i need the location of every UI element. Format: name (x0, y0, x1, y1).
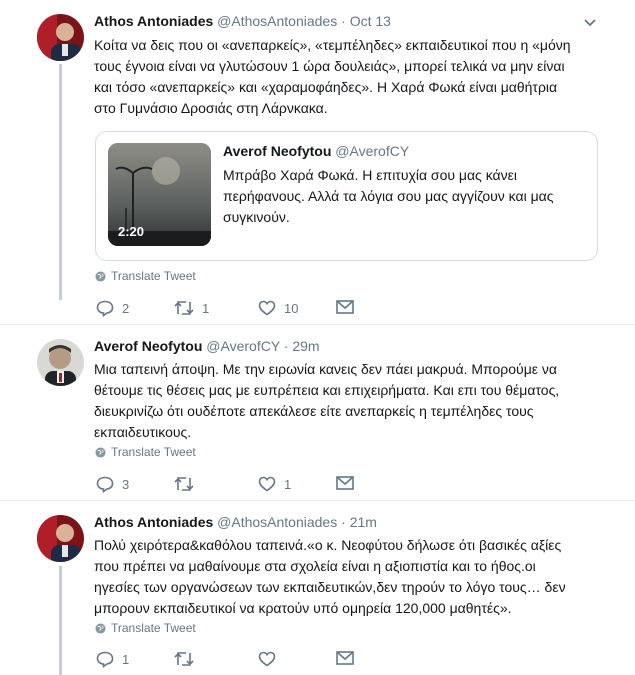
reply-icon (96, 300, 114, 317)
tweet[interactable] (0, 0, 635, 322)
quoted-tweet[interactable] (95, 131, 598, 261)
tweet-text-line: τους έγνοια είναι να γλυτώσουν 1 ώρα δουλειάς», μπορεί τελικά να μην είναι (94, 58, 565, 74)
quoted-tweet-text (223, 165, 578, 228)
translate-label: Translate Tweet (111, 621, 196, 635)
reply-button[interactable] (96, 300, 129, 317)
separator-dot: · (283, 338, 289, 354)
tweet[interactable] (0, 325, 635, 497)
tweet-actions (96, 476, 376, 496)
author-name[interactable]: Athos Antoniades (94, 514, 214, 530)
like-button[interactable] (258, 300, 298, 316)
separator-dot: · (341, 13, 346, 29)
quoted-text-line: Μπράβο Χαρά Φωκά. Η επιτυχία σου μας κάνει (223, 167, 517, 183)
heart-icon (258, 651, 276, 667)
like-button[interactable] (258, 476, 291, 492)
direct-message-button[interactable] (336, 300, 354, 314)
reply-count: 3 (122, 477, 130, 492)
timestamp[interactable]: Oct 13 (349, 13, 391, 29)
retweet-button[interactable] (174, 651, 202, 667)
globe-icon (95, 623, 106, 634)
tweet-text-line: διευκρινίζω ότι ουδέποτε απεκάλεσε είτε ανεπαρκείς η τεμπέληδες τους (94, 403, 534, 419)
tweet-text (94, 535, 604, 619)
video-thumbnail[interactable] (108, 143, 211, 246)
envelope-icon (336, 300, 354, 314)
tweet-text-line: Κοίτα να δεις που οι «ανεπαρκείς», «τεμπέληδες» εκπαιδευτικοί που η «μόνη (94, 37, 571, 53)
tweet-text-line: μπορουν εκπαιδευτικοί να κρατούν υπό ομηρεία 120,000 μαθητές». (94, 600, 512, 616)
heart-icon (258, 476, 276, 492)
tweet-text-line: εκπαιδευτικους. (94, 424, 192, 440)
tweet-actions (96, 300, 376, 320)
quoted-author-handle: @AverofCY (335, 143, 410, 159)
reply-icon (96, 476, 114, 493)
retweet-button[interactable] (174, 300, 209, 316)
reply-button[interactable] (96, 476, 129, 493)
translate-tweet-link[interactable] (95, 269, 196, 283)
tweet-text (94, 35, 604, 119)
retweet-icon (174, 651, 194, 667)
video-duration: 2:20 (118, 224, 145, 239)
globe-icon (95, 271, 106, 282)
author-handle[interactable]: @AthosAntoniades (217, 514, 338, 530)
reply-count: 1 (122, 652, 130, 667)
quoted-text-line: συγκινούν. (223, 209, 290, 225)
timestamp[interactable]: 21m (349, 514, 377, 530)
tweet-text-line: Μια ταπεινή άποψη. Με την ειρωνία κανεις δεν πάει μακρυά. Μπορούμε να (94, 361, 557, 377)
tweet-text (94, 359, 604, 443)
like-count: 1 (284, 476, 292, 492)
tweet-text-line: Πολύ χειρότερα&καθόλου ταπεινά.«ο κ. Νεοφύτου δήλωσε ότι βασικές αξίες (94, 537, 562, 553)
heart-icon (258, 300, 276, 316)
envelope-icon (336, 651, 354, 665)
reply-icon (96, 651, 114, 668)
retweet-icon (174, 300, 194, 316)
retweet-icon (174, 476, 194, 492)
author-handle[interactable]: @AthosAntoniades (217, 13, 338, 29)
author-name[interactable]: Averof Neofytou (94, 338, 203, 354)
author-handle[interactable]: @AverofCY (206, 338, 280, 354)
chevron-down-icon[interactable] (583, 18, 597, 28)
separator-dot: · (341, 514, 346, 530)
translate-label: Translate Tweet (111, 269, 196, 283)
like-count: 10 (284, 300, 299, 316)
reply-button[interactable] (96, 651, 129, 668)
direct-message-button[interactable] (336, 476, 354, 490)
translate-tweet-link[interactable] (95, 445, 196, 459)
author-name[interactable]: Athos Antoniades (94, 13, 214, 29)
avatar[interactable] (37, 339, 84, 386)
quoted-text-line: περήφανους. Αλλά τα λόγια σου μας αγγίζουν και μας (223, 188, 554, 204)
reply-count: 2 (122, 301, 130, 316)
tweet-text-line: ηγεσίες των οργανώσεων των εκπαιδευτικών,δεν τηρούν το λόγο τους… δεν (94, 579, 566, 595)
avatar[interactable] (37, 14, 84, 61)
like-button[interactable] (258, 651, 284, 667)
tweet-text-line: και τόσο «ανεπαρκείς» και «χαραμοφάηδες». Η Χαρά Φωκά είναι μαθήτρια (94, 79, 558, 95)
quoted-author-name: Averof Neofytou (223, 143, 332, 159)
timestamp[interactable]: 29m (292, 338, 320, 354)
tweet[interactable] (0, 501, 635, 675)
direct-message-button[interactable] (336, 651, 354, 665)
envelope-icon (336, 476, 354, 490)
avatar[interactable] (37, 515, 84, 562)
tweet-text-line: στο Γυμνάσιο Δροσιάς στη Λάρνκακα. (94, 100, 328, 116)
translate-tweet-link[interactable] (95, 621, 196, 635)
translate-label: Translate Tweet (111, 445, 196, 459)
retweet-button[interactable] (174, 476, 202, 492)
retweet-count: 1 (202, 300, 210, 316)
tweet-text-line: θέτουμε τις θέσεις μας με ευπρέπεια και επιχειρήματα. Και επι του θέματος, (94, 382, 560, 398)
globe-icon (95, 447, 106, 458)
tweet-actions (96, 651, 376, 671)
tweet-text-line: που πρέπει να μαθαίνουμε στα σχολεία είναι η αξιοπιστία και το ήθος.οι (94, 558, 536, 574)
